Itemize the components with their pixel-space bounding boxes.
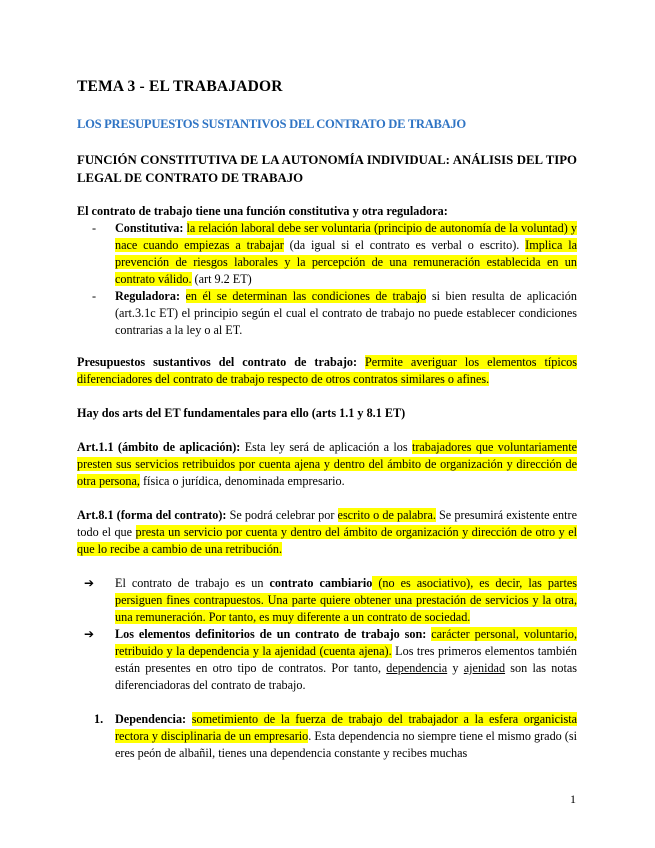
highlight: (no es asociativo), es decir, las partes persiguen fines contrapuestos. Una parte quiere obtener una prestación de servicios y la otra, una remuneración. Por tanto, es muy diferente a un contrato de sociedad. [115, 576, 577, 624]
paragraph-label: Presupuestos sustantivos del contrato de trabajo: [77, 355, 358, 369]
item-label: Reguladora: [115, 289, 180, 303]
highlight: presta un servicio por cuenta y dentro del ámbito de organización y dirección de otro y el que lo recibe a cambio de una retribución. [77, 525, 578, 556]
art-8-1-paragraph [77, 507, 577, 558]
highlight: trabajadores que voluntariamente presten sus servicios retribuidos por cuenta ajena y dentro del ámbito de organización y dirección de otra persona, [77, 440, 577, 488]
arts-heading-text: Hay dos arts del ET fundamentales para ello (arts 1.1 y 8.1 ET) [77, 406, 406, 420]
text: Se presumirá existente entre todo el que [77, 508, 577, 539]
arrow-icon: ➔ [84, 627, 95, 641]
paragraph-label: Art.8.1 (forma del contrato): [77, 508, 227, 522]
list-item-reguladora [77, 288, 577, 339]
list-item-constitutiva [77, 220, 577, 288]
arrow-item-cambiario [77, 575, 577, 626]
text: si bien resulta de aplicación (art.3.1c ET) el principio según el cual el contrato de trabajo no puede establecer condiciones contrarias a la ley o al ET. [115, 289, 577, 337]
list-number: 1. [94, 712, 104, 726]
text: (da igual si el contrato es verbal o escrito). [283, 238, 526, 252]
presupuestos-paragraph [77, 354, 577, 388]
section-subtitle: LOS PRESUPUESTOS SUSTANTIVOS DEL CONTRATO DE TRABAJO [77, 117, 466, 131]
constitutive-regulatory-block [77, 203, 577, 339]
arrow-list [77, 575, 577, 694]
text [186, 712, 192, 726]
text: y [447, 661, 464, 675]
text: Los tres primeros elementos también están presentes en otro tipo de contratos. Por tanto, [115, 644, 577, 675]
arrow-icon: ➔ [84, 576, 95, 590]
item-label: Constitutiva: [115, 221, 184, 235]
bold-term: Los elementos definitorios de un contrato de trabajo son: [115, 627, 427, 641]
highlight: la relación laboral debe ser voluntaria (principio de autonomía de la voluntad) y nace cuando empiezas a trabajar [115, 221, 577, 252]
arrow-item-elementos [77, 626, 577, 694]
numbered-list [77, 711, 577, 762]
text: Esta ley será de aplicación a los [240, 440, 412, 454]
highlight: en él se determinan las condiciones de trabajo [185, 289, 427, 303]
highlight: Implica la prevención de riesgos laborales y la percepción de una remuneración establecida en un contrato válido. [115, 238, 578, 286]
dash-marker: - [92, 221, 97, 235]
paragraph-label: Art.1.1 (ámbito de aplicación): [77, 440, 241, 454]
numbered-item-dependencia [77, 711, 577, 762]
highlight: sometimiento de la fuerza de trabajo del trabajador a la esfera organicista rectora y disciplinaria de un empresario [115, 712, 577, 743]
art-1-1-paragraph [77, 439, 577, 490]
dash-marker: - [92, 289, 97, 303]
text: son las notas diferenciadoras del contrato de trabajo. [115, 661, 577, 692]
underlined-term: ajenidad [463, 661, 506, 675]
text: El contrato de trabajo es un [115, 576, 270, 590]
highlight: carácter personal, voluntario, retribuido y la dependencia y la ajenidad (cuenta ajena). [115, 627, 577, 658]
text: física o jurídica, denominada empresario. [139, 474, 345, 488]
highlight: Permite averiguar los elementos típicos diferenciadores del contrato de trabajo respecto de otros contratos similares o afines. [77, 355, 578, 386]
block-lead: El contrato de trabajo tiene una función constitutiva y otra reguladora: [77, 204, 448, 218]
arts-heading [77, 405, 577, 422]
text: (art 9.2 ET) [191, 272, 252, 286]
item-label: Dependencia: [115, 712, 187, 726]
highlight: escrito o de palabra. [337, 508, 436, 522]
text: . Esta dependencia no siempre tiene el mismo grado (si eres peón de albañil, tienes una dependencia constante y recibes muchas [115, 729, 577, 760]
section-heading: FUNCIÓN CONSTITUTIVA DE LA AUTONOMÍA INDIVIDUAL: ANÁLISIS DEL TIPO LEGAL DE CONTRATO DE TRABAJO [77, 153, 577, 185]
underlined-term: dependencia [386, 661, 448, 675]
text: Se podrá celebrar por [226, 508, 338, 522]
bold-term: contrato cambiario [269, 576, 373, 590]
document-title: TEMA 3 - EL TRABAJADOR [77, 78, 283, 95]
page-number: 1 [570, 792, 576, 806]
